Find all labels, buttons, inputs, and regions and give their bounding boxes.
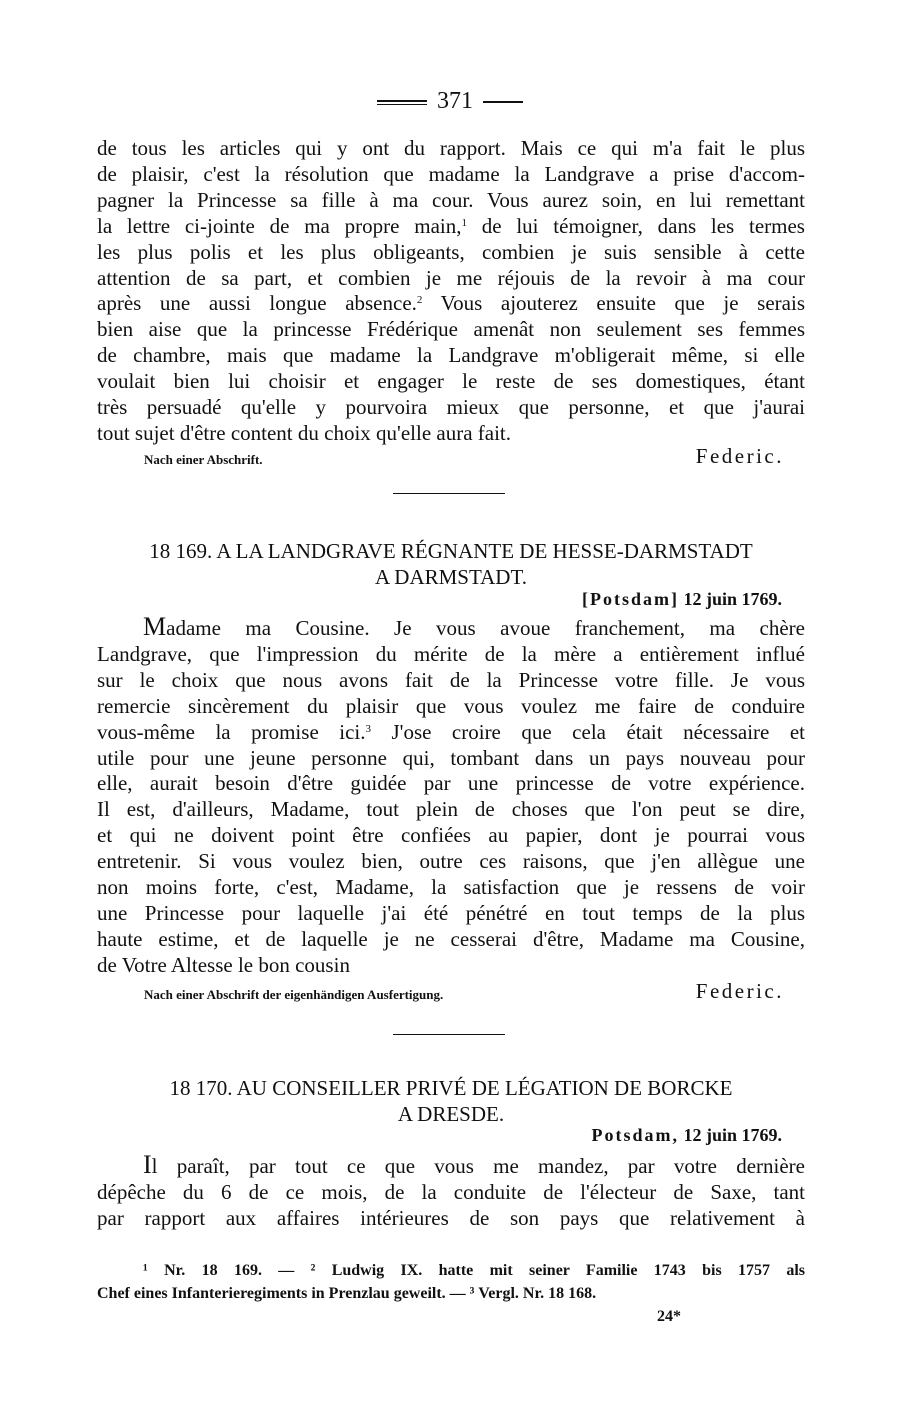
letter-body <box>97 614 805 979</box>
dateline <box>591 1125 782 1146</box>
signature-mark: 24* <box>657 1308 681 1325</box>
heading-line: 18 170. AU CONSEILLER PRIVÉ DE LÉGATION DE BORCKE <box>169 1076 733 1100</box>
letter-number: 18 170. <box>169 1076 233 1100</box>
text-line: Landgrave, que l'impression du mérite de la mère a entièrement influé <box>97 641 805 666</box>
text-line: Madame ma Cousine. Je vous avoue franchement, ma chère <box>143 612 805 641</box>
section-divider <box>393 1034 505 1035</box>
page-number: 371 <box>437 88 473 114</box>
footnote-line: Chef eines Infanterieregiments in Prenzlau geweilt. — ³ Vergl. Nr. 18 168. <box>97 1285 597 1302</box>
source-note <box>144 444 784 468</box>
signature: Federic. <box>695 444 784 468</box>
signature: Federic. <box>695 979 784 1003</box>
heading-line: 18 169. A LA LANDGRAVE RÉGNANTE DE HESSE-DARMSTADT <box>149 539 753 563</box>
text-line: haute estime, et de laquelle je ne cesserai d'être, Madame ma Cousine, <box>97 926 805 951</box>
text-line: par rapport aux affaires intérieures de son pays que relativement à <box>97 1205 805 1230</box>
date: 12 juin 1769. <box>683 1125 782 1145</box>
text-line: la lettre ci-jointe de ma propre main,$^1$ de lui témoigner, dans les termes <box>97 213 805 238</box>
text-line: après une aussi longue absence.$^2$ Vous ajouterez ensuite que je serais <box>97 291 805 316</box>
source-text: Nach einer Abschrift. <box>144 452 263 467</box>
letter-number: 18 169. <box>149 539 213 563</box>
text-line: voulait bien lui choisir et engager le reste de ses domestiques, étant <box>97 369 805 394</box>
footnote-line: ¹ Nr. 18 169. — ² Ludwig IX. hatte mit seiner Familie 1743 bis 1757 als <box>143 1262 805 1279</box>
section-divider <box>393 493 505 494</box>
text-line: Il paraît, par tout ce que vous me mandez, par votre dernière <box>143 1150 805 1179</box>
text-line: très persuadé qu'elle y pourvoira mieux que personne, et que j'aurai <box>97 395 805 420</box>
text-line: de chambre, mais que madame la Landgrave m'obligerait même, si elle <box>97 343 805 368</box>
text-line: de plaisir, c'est la résolution que madame la Landgrave a prise d'accom- <box>97 161 805 186</box>
text-line: les plus polis et les plus obligeants, combien je suis sensible à cette <box>97 239 805 264</box>
heading-line: A DRESDE. <box>397 1102 505 1126</box>
text-line: entretenir. Si vous voulez bien, outre ces raisons, que j'en allègue une <box>97 849 805 874</box>
footnote-ref: 3 <box>365 722 371 735</box>
text-line: remercie sincèrement du plaisir que vous voulez me faire de conduire <box>97 693 805 718</box>
date-place: Potsdam, <box>591 1125 679 1145</box>
continuation-text <box>97 136 805 447</box>
header-rule-right <box>483 101 523 103</box>
source-text: Nach einer Abschrift der eigenhändigen Ausfertigung. <box>144 987 444 1002</box>
dateline <box>582 589 782 610</box>
letter-heading <box>97 1075 805 1127</box>
page-header <box>0 88 900 115</box>
letter-body <box>97 1152 805 1232</box>
letter-heading <box>97 538 805 590</box>
text-line: une Princesse pour laquelle j'ai été pénétré en tout temps de la plus <box>97 900 805 925</box>
text-line: utile pour une jeune personne qui, tombant dans un pays nouveau pour <box>97 745 805 770</box>
text-line: de tous les articles qui y ont du rapport. Mais ce qui m'a fait le plus <box>97 136 805 160</box>
text-line: de Votre Altesse le bon cousin <box>97 952 350 977</box>
text-line: vous-même la promise ici.$^3$ J'ose croire que cela était nécessaire et <box>97 719 806 744</box>
text-line: bien aise que la princesse Frédérique amenât non seulement ses femmes <box>97 317 805 342</box>
text-line: et qui ne doivent point être confiées au papier, dont je pourrai vous <box>97 823 805 848</box>
header-rule-left <box>377 100 427 105</box>
source-note <box>144 979 784 1003</box>
text-line: elle, aurait besoin d'être guidée par une princesse de votre expérience. <box>97 771 805 796</box>
date-place: [Potsdam] <box>581 589 679 609</box>
footnote-ref: 1 <box>461 216 467 229</box>
text-line: non moins forte, c'est, Madame, la satisfaction que je ressens de voir <box>97 875 805 900</box>
text-line: pagner la Princesse sa fille à ma cour. Vous aurez soin, en lui remettant <box>97 187 805 212</box>
text-line: dépêche du 6 de ce mois, de la conduite de l'électeur de Saxe, tant <box>97 1179 805 1204</box>
date: 12 juin 1769. <box>683 589 782 609</box>
heading-line: A DARMSTADT. <box>375 565 527 589</box>
text-line: tout sujet d'être content du choix qu'elle aura fait. <box>97 420 512 445</box>
footnotes <box>97 1259 805 1305</box>
text-line: Il est, d'ailleurs, Madame, tout plein de choses que l'on peut se dire, <box>97 797 805 822</box>
footnote-ref: 2 <box>416 294 423 307</box>
text-line: sur le choix que nous avons fait de la Princesse votre fille. Je vous <box>97 667 805 692</box>
text-line: attention de sa part, et combien je me réjouis de la revoir à ma cour <box>97 265 805 290</box>
